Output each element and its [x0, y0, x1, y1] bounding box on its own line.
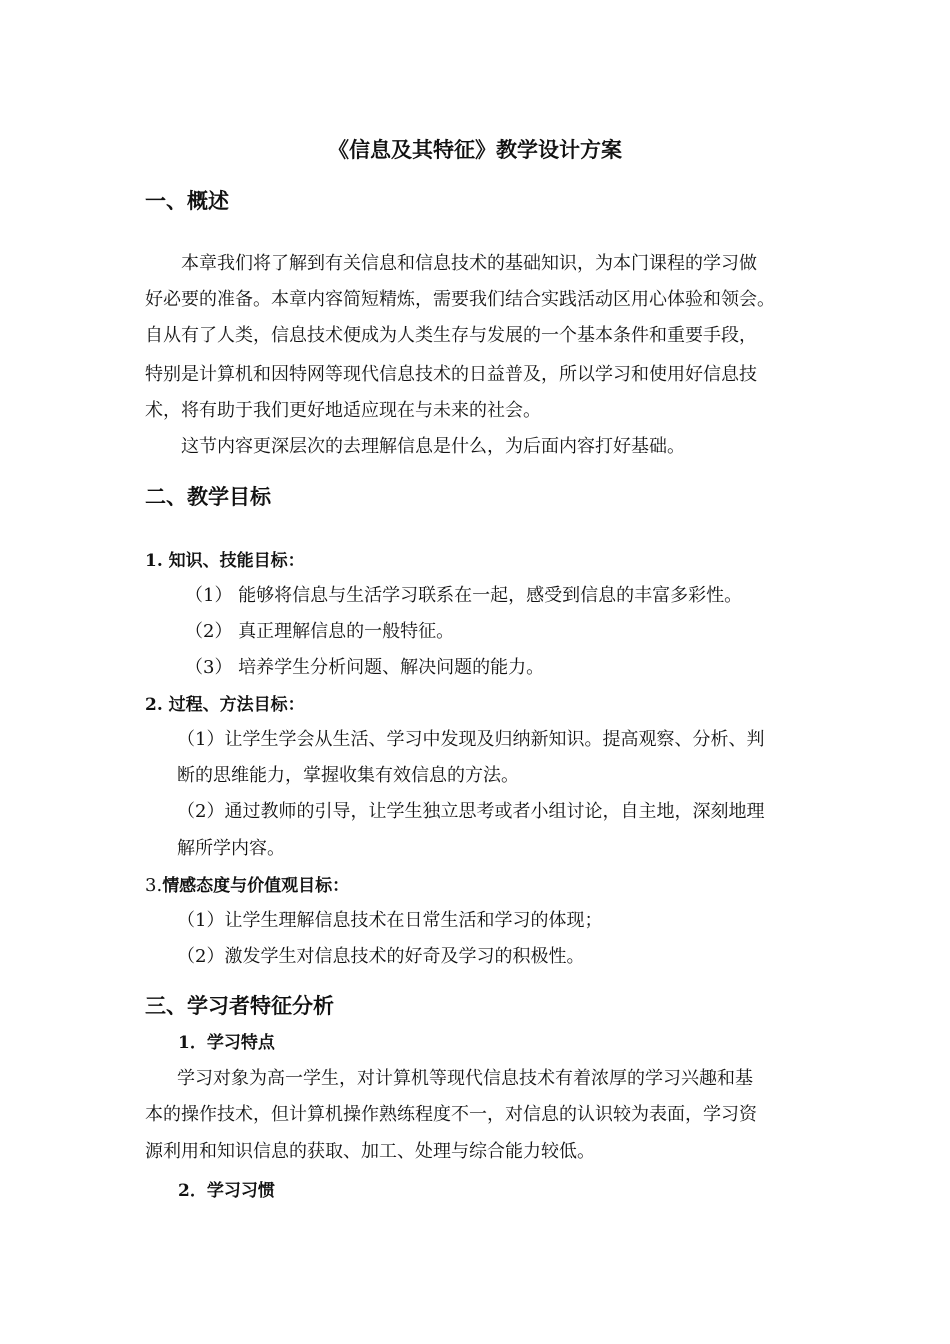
- paragraph-line: 本的操作技术，但计算机操作熟练程度不一，对信息的认识较为表面，学习资: [145, 1104, 757, 1125]
- document-title: 《信息及其特征》教学设计方案: [328, 137, 622, 162]
- objective-item-continued: 断的思维能力，掌握收集有效信息的方法。: [177, 765, 519, 786]
- paragraph-line: 学习对象为高一学生，对计算机等现代信息技术有着浓厚的学习兴趣和基: [177, 1068, 753, 1089]
- subsection-heading-learning-traits: 1．学习特点: [178, 1033, 275, 1053]
- paragraph-line: 术，将有助于我们更好地适应现在与未来的社会。: [145, 400, 541, 421]
- paragraph-line: 源利用和知识信息的获取、加工、处理与综合能力较低。: [145, 1141, 595, 1162]
- objective-heading-process: 2. 过程、方法目标：: [145, 695, 305, 715]
- section-heading-learner-analysis: 三、学习者特征分析: [145, 993, 334, 1018]
- objective-heading-attitude: [145, 875, 349, 897]
- objective-item-continued: 解所学内容。: [177, 838, 285, 859]
- objective-item: （2）激发学生对信息技术的好奇及学习的积极性。: [177, 946, 585, 967]
- paragraph-line: 本章我们将了解到有关信息和信息技术的基础知识，为本门课程的学习做: [181, 253, 757, 274]
- objective-heading-text: 情感态度与价值观目标：: [162, 876, 350, 896]
- paragraph-line: 好必要的准备。本章内容简短精炼，需要我们结合实践活动区用心体验和领会。: [145, 289, 775, 310]
- paragraph-line: 这节内容更深层次的去理解信息是什么，为后面内容打好基础。: [181, 436, 685, 457]
- objective-item: （1）让学生理解信息技术在日常生活和学习的体现；: [177, 910, 603, 931]
- objective-item: （2） 真正理解信息的一般特征。: [185, 621, 455, 642]
- subsection-heading-learning-habits: 2．学习习惯: [178, 1181, 275, 1201]
- objective-item: （3） 培养学生分析问题、解决问题的能力。: [185, 657, 545, 678]
- section-heading-objectives: 二、教学目标: [145, 484, 271, 509]
- paragraph-line: 特别是计算机和因特网等现代信息技术的日益普及，所以学习和使用好信息技: [145, 364, 757, 385]
- objective-heading-number: 3.: [145, 875, 163, 896]
- paragraph-line: 自从有了人类，信息技术便成为人类生存与发展的一个基本条件和重要手段，: [145, 325, 757, 346]
- objective-item: （1） 能够将信息与生活学习联系在一起，感受到信息的丰富多彩性。: [185, 585, 743, 606]
- objective-item: （1）让学生学会从生活、学习中发现及归纳新知识。提高观察、分析、判: [177, 729, 765, 750]
- section-heading-overview: 一、概述: [145, 188, 229, 213]
- objective-item: （2）通过教师的引导，让学生独立思考或者小组讨论，自主地，深刻地理: [177, 801, 765, 822]
- objective-heading-knowledge: 1. 知识、技能目标：: [145, 551, 305, 571]
